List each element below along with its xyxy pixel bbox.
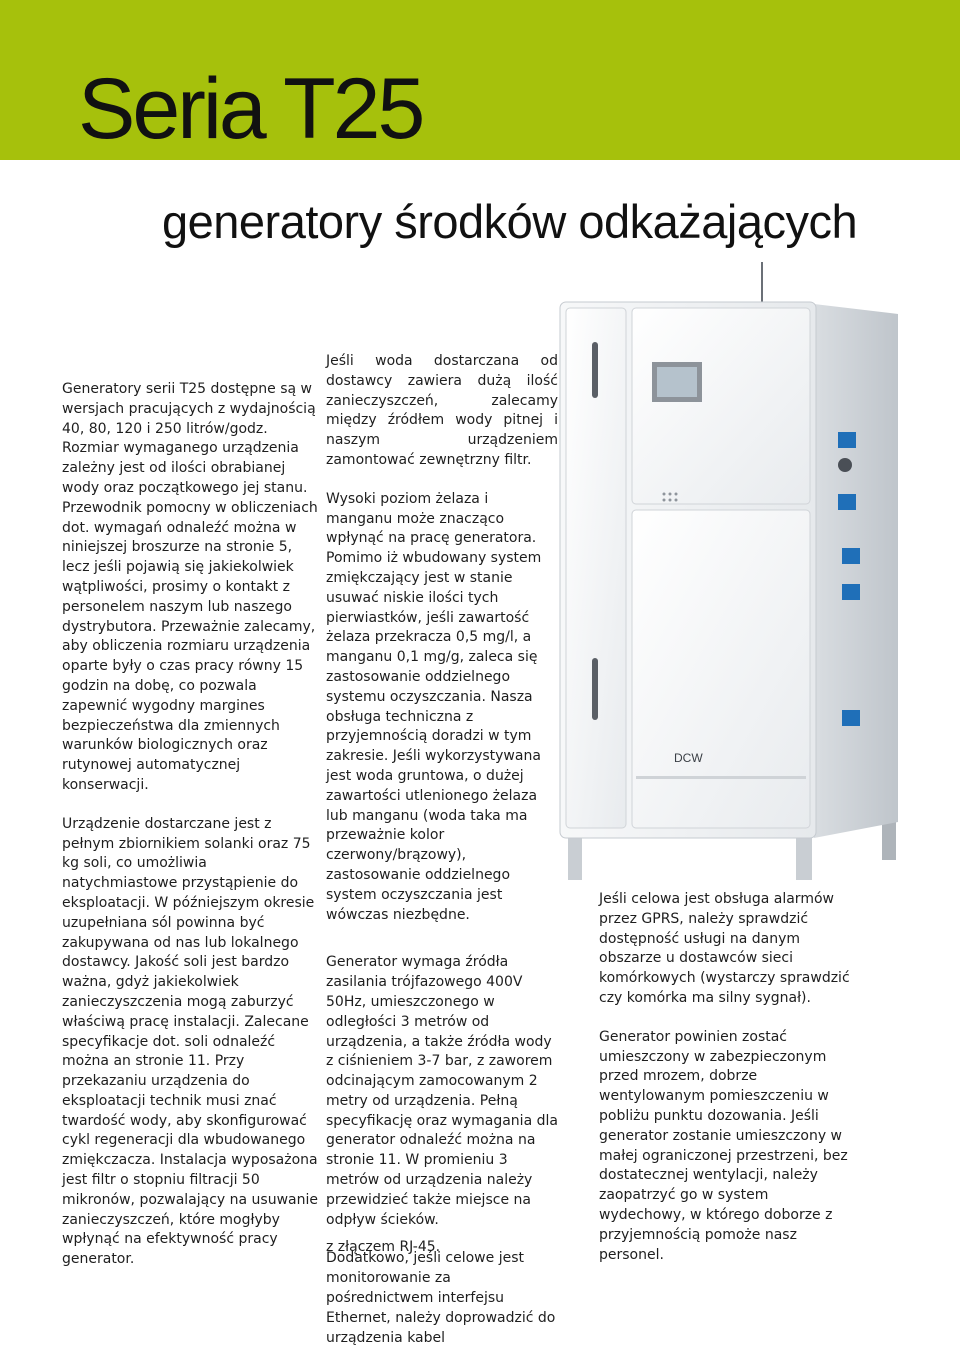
page-title: Seria T25 <box>78 61 423 157</box>
middle-paragraph-2: Wysoki poziom żelaza i manganu może znacząco wpłynąć na pracę generatora. Pomimo iż wbudowany system zmiękczający jest w stanie usuwać niskie ilości tych pierwiastków, jeśli zawartość żelaza przekracza 0,5 mg/l, a manganu 0,1 mg/g, zaleca się zastosowanie oddzielnego systemu oczyszczania. Nasza obsługa techniczna z przyjemnością doradzi w tym zakresie. Jeśli wykorzystywana jest woda gruntowa, o dużej zawartości utlenionego żelaza lub manganu (woda taka ma przeważnie kolor czerwony/brązowy), zastosowanie oddzielnego system oczyszczania jest wówczas niezbędne. <box>326 490 542 923</box>
touchscreen-panel-icon <box>652 362 702 402</box>
right-paragraph-1: Jeśli celowa jest obsługa alarmów przez GPRS, należy sprawdzić dostępność usługi na danym obszarze u dostawców sieci komórkowych (wystarczy sprawdzić czy komórka ma silny sygnał). <box>599 891 850 1006</box>
generator-cabinet-image <box>552 262 922 882</box>
middle-column-cut-line <box>326 1238 558 1255</box>
middle-paragraph-4: Dodatkowo, jeśli celowe jest monitorowanie za pośrednictwem interfejsu Ethernet, należy doprowadzić do urządzenia kabel <box>326 1250 556 1346</box>
left-column <box>62 380 318 1289</box>
right-paragraph-2: Generator powinien zostać umieszczony w zabezpieczonym przed mrozem, dobrze wentylowanym pomieszczeniu w pobliżu punktu dozowania. Jeśli generator zostanie umieszczony w małej ograniczonej przestrzeni, bez dostatecznej wentylacji, należy zaopatrzyć go w system wydechowy, w którego doborze z przyjemnością pomoże nasz personel. <box>599 1028 848 1263</box>
middle-paragraph-3: Generator wymaga źródła zasilania trójfazowego 400V 50Hz, umieszczonego w odległości 3 metrów od urządzenia, a także źródła wody z ciśnieniem 3-7 bar, z zaworem odcinającym zamocowanym 2 metry od urządzenia. Pełną specyfikację oraz wymagania dla generator odnaleźć można na stronie 11. W promieniu 3 metrów od urządzenia należy przewidzieć także miejsce na odpływ ścieków. <box>326 954 558 1228</box>
cabinet-brand-mark: DCW <box>674 751 703 765</box>
middle-paragraph-4-continuation: z złączem RJ-45. <box>326 1239 441 1255</box>
page-subtitle: generatory środków odkażających <box>162 195 858 248</box>
middle-paragraph-1: Jeśli woda dostarczana od dostawcy zawiera dużą ilość zanieczyszczeń, zalecamy między źródłem wody pitnej i naszym urządzeniem zamontować zewnętrzny filtr. <box>326 353 558 468</box>
middle-column <box>326 352 558 1348</box>
left-paragraph-1: Generatory serii T25 dostępne są w wersjach pracujących z wydajnością 40, 80, 120 i 250 litrów/godz. Rozmiar wymaganego urządzenia zależny jest od ilości obrabianej wody oraz początkowego jej stanu. Przewodnik pomocny w obliczeniach dot. wymagań odnaleźć można w niniejszej broszurze na stronie 5, lecz jeśli pojawią się jakiekolwiek wątpliwości, prosimy o kontakt z personelem naszym lub naszego dystrybutora. Przeważnie zalecamy, aby obliczenia rozmiaru urządzenia oparte były o czas pracy równy 15 godzin na dobę, co pozwala zapewnić wygodny margines bezpieczeństwa dla zmiennych warunków biologicznych oraz rutynowej automatycznej konserwacji. <box>62 381 318 793</box>
left-paragraph-2: Urządzenie dostarczane jest z pełnym zbiornikiem solanki oraz 75 kg soli, co umożliwia natychmiastowe przystąpienie do eksploatacji. W późniejszym okresie uzupełniana sól powinna być zakupywana od nas lub lokalnego dostawcy. Jakość soli jest bardzo ważna, gdyż jakiekolwiek zanieczyszczenia mogą zaburzyć właściwą pracę instalacji. Zalecane specyfikacje dot. soli odnaleźć można an stronie 11. Przy przekazaniu urządzenia do eksploatacji technik musi znać twardość wody, aby skonfigurować cykl regeneracji dla wbudowanego zmiękczacza. Instalacja wyposażona jest filtr o stopniu filtracji 50 mikronów, pozwalający na usuwanie zanieczyszczeń, które mogłyby wpłynąć na efektywność pracy generator. <box>62 815 318 1268</box>
right-column <box>599 890 855 1284</box>
